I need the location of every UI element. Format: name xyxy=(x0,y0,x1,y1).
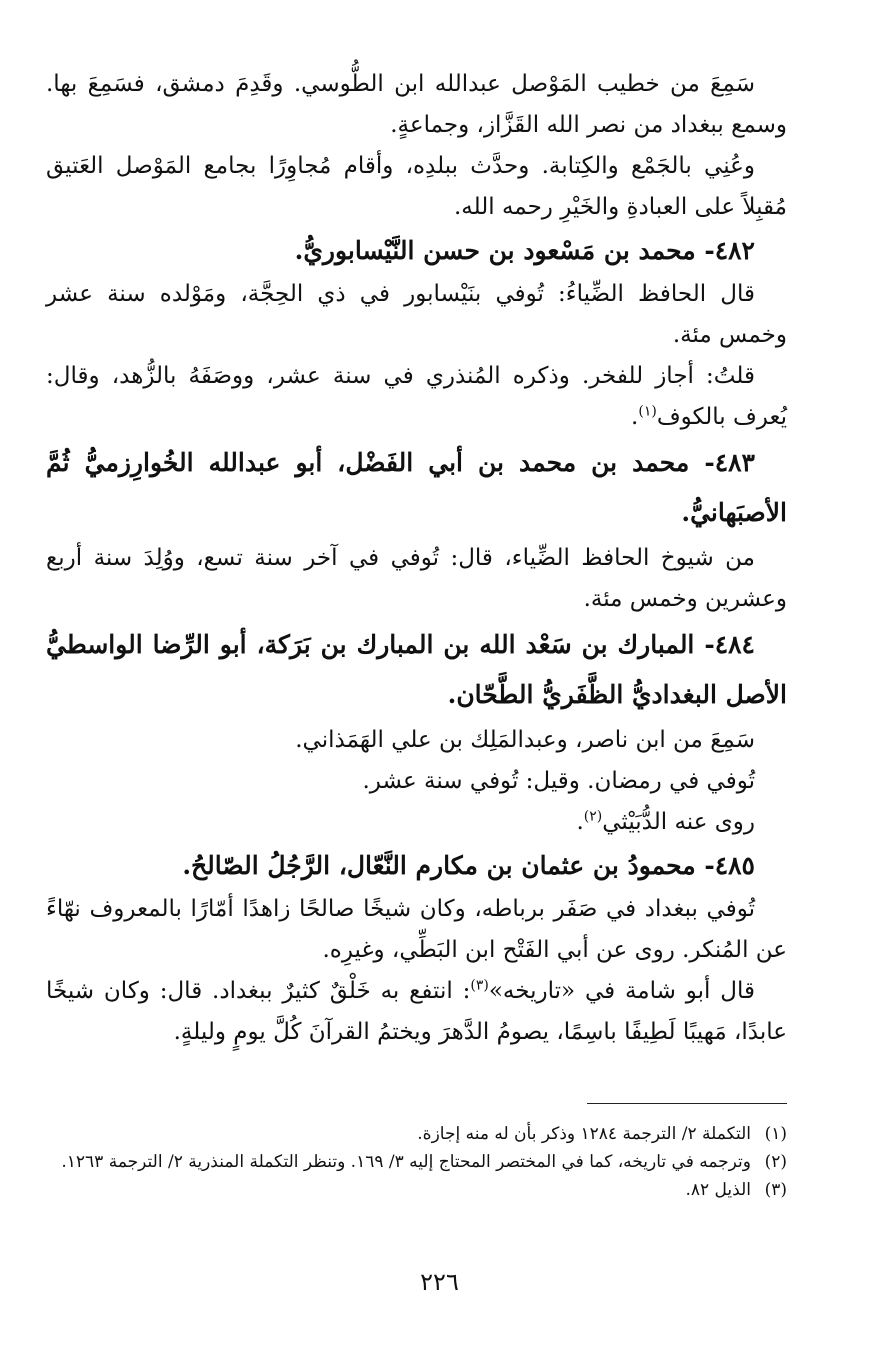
entry-heading-484: ٤٨٤- المبارك بن سَعْد الله بن المبارك بن بَرَكة، أبو الرِّضا الواسطيُّ الأصل البغداديُّ الظَّفَريُّ الطَّحّان. xyxy=(46,630,787,709)
footnote-item xyxy=(46,1148,787,1176)
paragraph-485-quote-rest: : انتفع به خَلْقٌ كثيرٌ ببغداد. قال: وكان شيخًا عابدًا، مَهيبًا لَطِيفًا باسِمًا، يصومُ الدَّهرَ ويختمُ القرآنَ كُلَّ يومٍ وليلةٍ. xyxy=(46,978,787,1045)
footnote-ref-2[interactable]: (٢) xyxy=(583,808,603,825)
paragraph-484-narrator-text: روى عنه الدُّبَيْثي xyxy=(602,809,755,835)
entry-heading-482: ٤٨٢- محمد بن مَسْعود بن حسن النَّيْسابوريُّ. xyxy=(294,236,755,265)
paragraph-481-devotion: وعُنِي بالجَمْع والكِتابة. وحدَّث ببلدِه، وأقام مُجاوِرًا بجامع المَوْصل العَتيق مُقبِلاً على العبادةِ والخَيْرِ رحمه الله. xyxy=(46,153,787,220)
paragraph-484-death: تُوفي في رمضان. وقيل: تُوفي سنة عشر. xyxy=(362,768,755,794)
entry-heading-483: ٤٨٣- محمد بن محمد بن أبي الفَضْل، أبو عبدالله الخُوارِزميُّ ثُمَّ الأصبَهانيُّ. xyxy=(46,448,787,527)
footnote-divider xyxy=(587,1103,787,1104)
footnote-number: (١) xyxy=(764,1124,787,1144)
footnote-text: وترجمه في تاريخه، كما في المختصر المحتاج إليه ٣/ ١٦٩. وتنظر التكملة المنذرية ٢/ الترجمة ١٢٦٣. xyxy=(61,1152,751,1172)
page-number: ٢٢٦ xyxy=(420,1268,459,1296)
paragraph-485-quote xyxy=(46,971,787,1053)
paragraph-485-quote-start: قال أبو شامة في «تاريخه» xyxy=(488,978,755,1004)
paragraph-482-note-end: . xyxy=(631,404,639,430)
footnote-ref-1[interactable]: (١) xyxy=(638,403,657,420)
footnote-number: (٢) xyxy=(764,1152,787,1172)
paragraph-483-death: من شيوخ الحافظ الضِّياء، قال: تُوفي في آخر سنة تسع، ووُلِدَ سنة أربع وعشرين وخمس مئة. xyxy=(46,545,787,612)
footnote-item xyxy=(46,1176,787,1204)
footnote-item xyxy=(46,1120,787,1148)
entry-heading-485: ٤٨٥- محمودُ بن عثمان بن مكارم النَّعّال، الرَّجُلُ الصّالحُ. xyxy=(182,851,755,880)
paragraph-484-narrator xyxy=(46,802,787,843)
footnote-number: (٣) xyxy=(764,1180,787,1200)
paragraph-482-death: قال الحافظ الضِّياءُ: تُوفي بنَيْسابور في ذي الحِجَّة، ومَوْلده سنة عشر وخمس مئة. xyxy=(46,281,787,348)
footnote-text: الذيل ٨٢. xyxy=(685,1180,751,1200)
paragraph-485-death: تُوفي ببغداد في صَفَر برباطه، وكان شيخًا صالحًا زاهدًا أمّارًا بالمعروف نهّاءً عن المُنكر. روى عن أبي الفَتْح ابن البَطِّي، وغيرِه. xyxy=(46,896,787,963)
footnote-text: التكملة ٢/ الترجمة ١٢٨٤ وذكر بأن له منه إجازة. xyxy=(417,1124,751,1144)
paragraph-484-hearing: سَمِعَ من ابن ناصر، وعبدالمَلِك بن علي الهَمَذاني. xyxy=(295,727,755,753)
main-text xyxy=(46,64,787,1053)
paragraph-481-hearing: سَمِعَ من خطيب المَوْصل عبدالله ابن الطُّوسي. وقَدِمَ دمشق، فسَمِعَ بها. وسمع ببغداد من نصر الله القَزَّاز، وجماعةٍ. xyxy=(46,71,787,138)
paragraph-482-note-text: قلتُ: أجاز للفخر. وذكره المُنذري في سنة عشر، ووصَفَهُ بالزُّهد، وقال: يُعرف بالكوف xyxy=(46,363,787,430)
footnotes xyxy=(46,1120,787,1204)
paragraph-482-note xyxy=(46,356,787,438)
footnote-ref-3[interactable]: (٣) xyxy=(470,977,489,994)
paragraph-484-narrator-end: . xyxy=(576,809,584,835)
